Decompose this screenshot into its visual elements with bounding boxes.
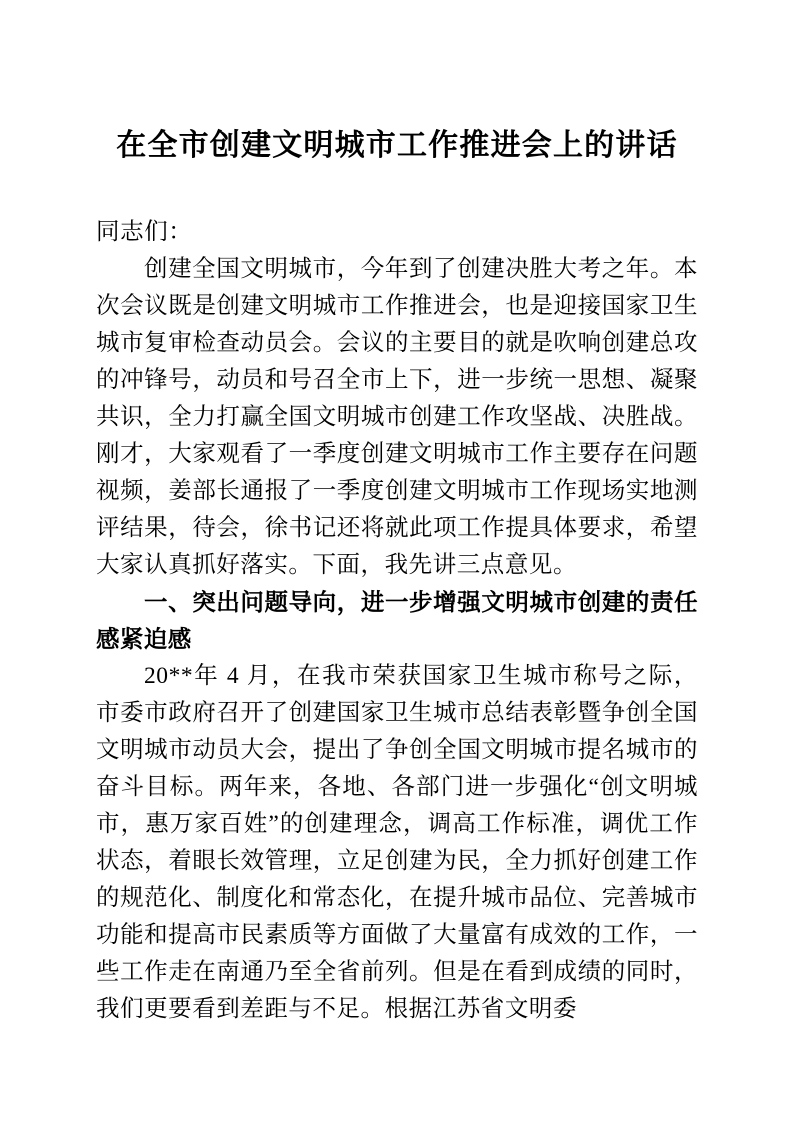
page-title: 在全市创建文明城市工作推进会上的讲话: [116, 129, 678, 162]
section-heading-one: 一、突出问题导向，进一步增强文明城市创建的责任感紧迫感: [96, 589, 698, 652]
paragraph-intro: 创建全国文明城市，今年到了创建决胜大考之年。本次会议既是创建文明城市工作推进会，也是迎接国家卫生城市复审检查动员会。会议的主要目的就是吹响创建总攻的冲锋号，动员和号召全市上下，进一步统一思想、凝聚共识，全力打赢全国文明城市创建工作攻坚战、决胜战。刚才，大家观看了一季度创建文明城市工作主要存在问题视频，姜部长通报了一季度创建文明城市工作现场实地测评结果，待会，徐书记还将就此项工作提具体要求，希望大家认真抓好落实。下面，我先讲三点意见。: [96, 256, 698, 578]
salutation-line: 同志们：: [96, 219, 193, 245]
document-body: [96, 0, 698, 1028]
paragraph-section-one-body: 20**年 4 月，在我市荣获国家卫生城市称号之际，市委市政府召开了创建国家卫生城市总结表彰暨争创全国文明城市动员大会，提出了争创全国文明城市提名城市的奋斗目标。两年来，各地、各部门进一步强化“创文明城市，惠万家百姓”的创建理念，调高工作标准，调优工作状态，着眼长效管理，立足创建为民，全力抓好创建工作的规范化、制度化和常态化，在提升城市品位、完善城市功能和提高市民素质等方面做了大量富有成效的工作，一些工作走在南通乃至全省前列。但是在看到成绩的同时，我们更要看到差距与不足。根据江苏省文明委: [96, 663, 698, 1022]
